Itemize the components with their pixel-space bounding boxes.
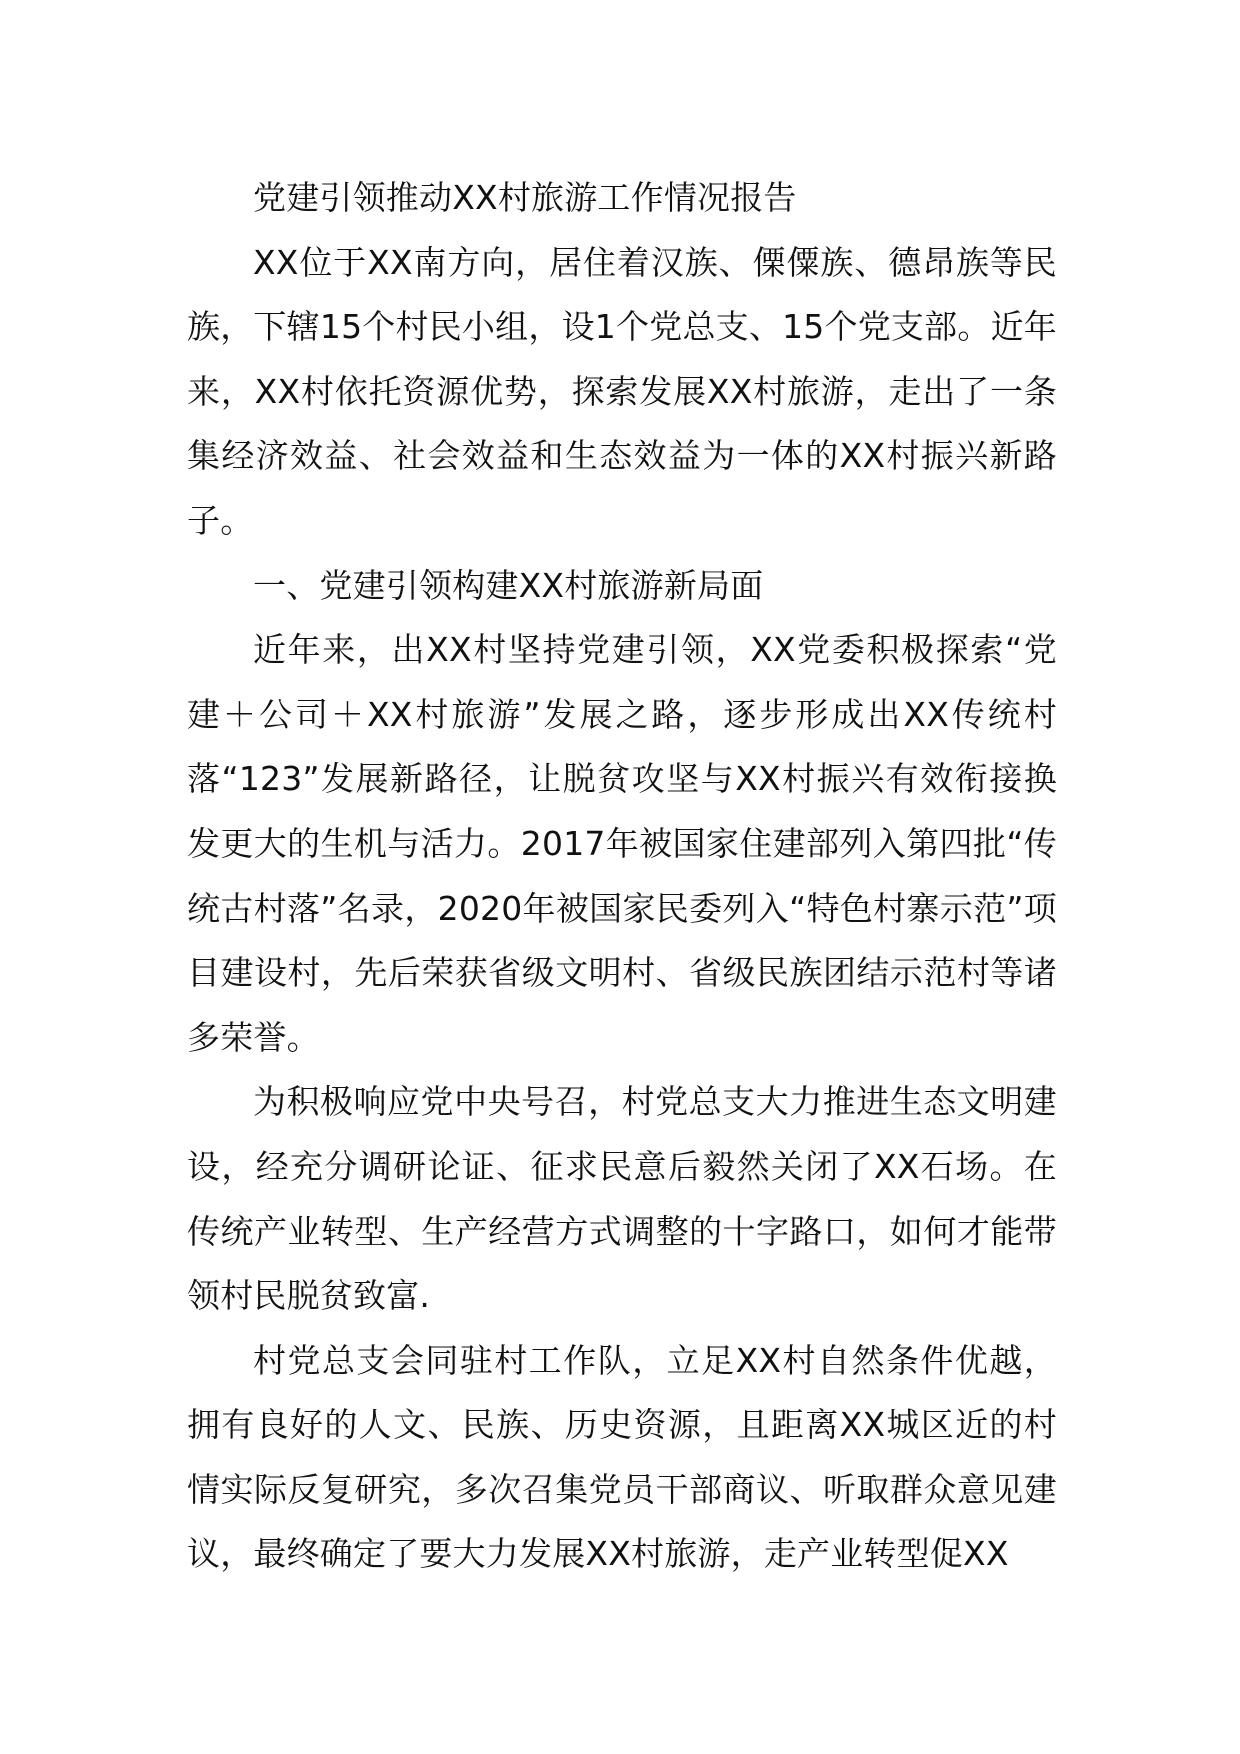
section-heading-1: 一、党建引领构建XX村旅游新局面 <box>253 565 764 605</box>
paragraph-intro: XX位于XX南方向，居住着汉族、傈僳族、德昂族等民族，下辖15个村民小组，设1个党总支、15个党支部。近年来，XX村依托资源优势，探索发展XX村旅游，走出了一条集经济效益、社会效益和生态效益为一体的XX村振兴新路子。 <box>187 242 1057 540</box>
document-title: 党建引领推动XX村旅游工作情况报告 <box>253 178 797 217</box>
document-body <box>187 166 1057 1587</box>
paragraph-3: 为积极响应党中央号召，村党总支大力推进生态文明建设，经充分调研论证、征求民意后毅然关闭了XX石场。在传统产业转型、生产经营方式调整的十字路口，如何才能带领村民脱贫致富. <box>187 1082 1057 1316</box>
paragraph-4: 村党总支会同驻村工作队，立足XX村自然条件优越，拥有良好的人文、民族、历史资源，且距离XX城区近的村情实际反复研究，多次召集党员干部商议、听取群众意见建议，最终确定了要大力发展XX村旅游，走产业转型促XX <box>187 1340 1057 1574</box>
paragraph-2: 近年来，出XX村坚持党建引领，XX党委积极探索“党建＋公司＋XX村旅游”发展之路，逐步形成出XX传统村落“123”发展新路径，让脱贫攻坚与XX村振兴有效衔接换发更大的生机与活力。2017年被国家住建部列入第四批“传统古村落”名录，2020年被国家民委列入“特色村寨示范”项目建设村，先后荣获省级文明村、省级民族团结示范村等诸多荣誉。 <box>187 630 1057 1057</box>
